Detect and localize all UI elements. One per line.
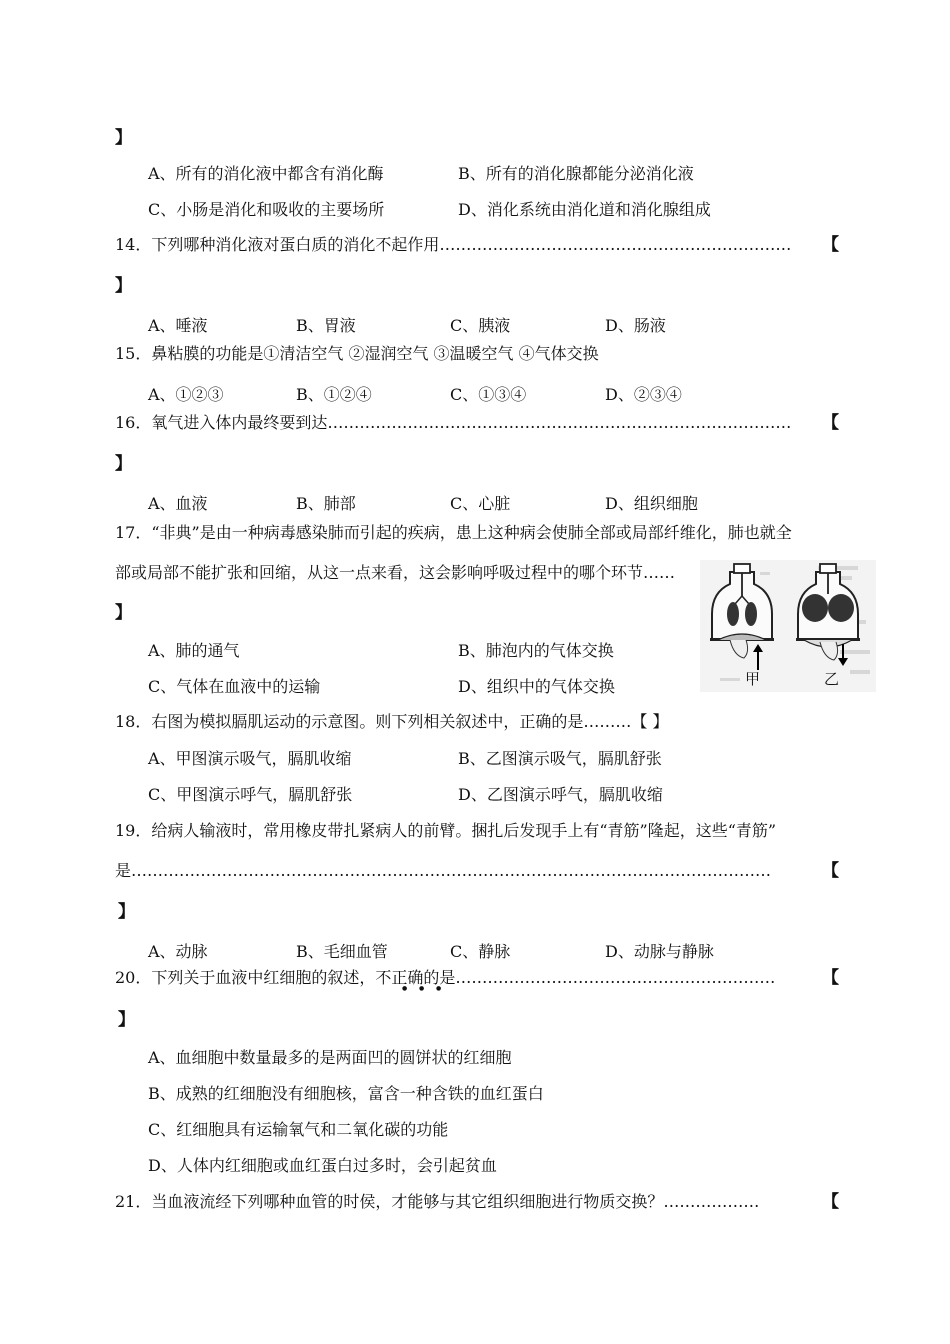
open-bracket: 【 [822,235,839,255]
diaphragm-model-figure [700,560,876,692]
q15-option-d: D、②③④ [605,385,682,404]
q20-option-a: A、血细胞中数量最多的是两面凹的圆饼状的红细胞 [148,1048,512,1067]
q16-option-b: B、肺部 [296,494,356,513]
q13-option-d: D、消化系统由消化道和消化腺组成 [458,200,711,219]
open-bracket: 【 [822,1192,839,1212]
q20-option-c: C、红细胞具有运输氧气和二氧化碳的功能 [148,1120,449,1139]
emphasis-dot: ● [436,985,442,992]
q20-stem: 20．下列关于血液中红细胞的叙述，不正确的是…………………………………………………… [115,968,776,987]
open-bracket: 【 [822,861,839,881]
q14-stem: 14．下列哪种消化液对蛋白质的消化不起作用………………………………………………………… [115,235,792,254]
q19-option-c: C、静脉 [450,942,511,961]
q18-option-a: A、甲图演示吸气，膈肌收缩 [148,749,352,768]
close-bracket: 】 [118,902,135,922]
q19-option-b: B、毛细血管 [296,942,388,961]
q14-option-b: B、胃液 [296,316,356,335]
q15-option-b: B、①②④ [296,385,372,404]
q18-option-b: B、乙图演示吸气，膈肌舒张 [458,749,662,768]
q18-stem: 18．右图为模拟膈肌运动的示意图。则下列相关叙述中，正确的是………【 】 [115,712,669,731]
close-bracket: 】 [115,454,132,474]
open-bracket: 【 [822,968,839,988]
q20-option-d: D、人体内红细胞或血红蛋白过多时，会引起贫血 [148,1156,497,1175]
q19-stem-line2: 是………………………………………………………………………………………………………… [115,861,771,880]
q19-option-d: D、动脉与静脉 [605,942,714,961]
q21-stem: 21．当血液流经下列哪种血管的时侯，才能够与其它组织细胞进行物质交换？……………… [115,1192,760,1211]
q17-option-a: A、肺的通气 [148,641,240,660]
q18-option-d: D、乙图演示呼气，膈肌收缩 [458,785,663,804]
q17-stem-line2: 部或局部不能扩张和回缩，从这一点来看，这会影响呼吸过程中的哪个环节…… [115,563,676,582]
q20-option-b: B、成熟的红细胞没有细胞核，富含一种含铁的血红蛋白 [148,1084,544,1103]
q19-stem-line1: 19．给病人输液时，常用橡皮带扎紧病人的前臂。捆扎后发现手上有“青筋”隆起，这些“青筋” [115,821,777,840]
q13-option-a: A、所有的消化液中都含有消化酶 [148,164,384,183]
figure-label-right: 乙 [824,670,840,688]
emphasis-dot: ● [402,985,408,992]
bell-jar-diagram [700,560,876,692]
q15-option-c: C、①③④ [450,385,527,404]
q17-option-d: D、组织中的气体交换 [458,677,615,696]
close-bracket: 】 [115,276,132,296]
q17-option-c: C、气体在血液中的运输 [148,677,321,696]
q15-option-a: A、①②③ [148,385,224,404]
q14-option-d: D、肠液 [605,316,666,335]
q16-option-c: C、心脏 [450,494,511,513]
q16-option-a: A、血液 [148,494,208,513]
q18-option-c: C、甲图演示呼气，膈肌舒张 [148,785,353,804]
close-bracket: 】 [118,1010,135,1030]
q14-option-a: A、唾液 [148,316,208,335]
close-bracket: 】 [115,128,132,148]
open-bracket: 【 [822,413,839,433]
close-bracket: 】 [115,603,132,623]
q16-stem: 16．氧气进入体内最终要到达…………………………………………………………………………… [115,413,792,432]
q19-option-a: A、动脉 [148,942,208,961]
q13-option-b: B、所有的消化腺都能分泌消化液 [458,164,694,183]
q15-stem: 15．鼻粘膜的功能是①清洁空气 ②湿润空气 ③温暖空气 ④气体交换 [115,344,599,363]
q17-stem-line1: 17．“非典”是由一种病毒感染肺而引起的疾病，患上这种病会使肺全部或局部纤维化，肺也就全 [115,523,792,542]
emphasis-dot: ● [419,985,425,992]
q16-option-d: D、组织细胞 [605,494,698,513]
q14-option-c: C、胰液 [450,316,511,335]
q13-option-c: C、小肠是消化和吸收的主要场所 [148,200,385,219]
q17-option-b: B、肺泡内的气体交换 [458,641,614,660]
figure-label-left: 甲 [745,670,761,688]
